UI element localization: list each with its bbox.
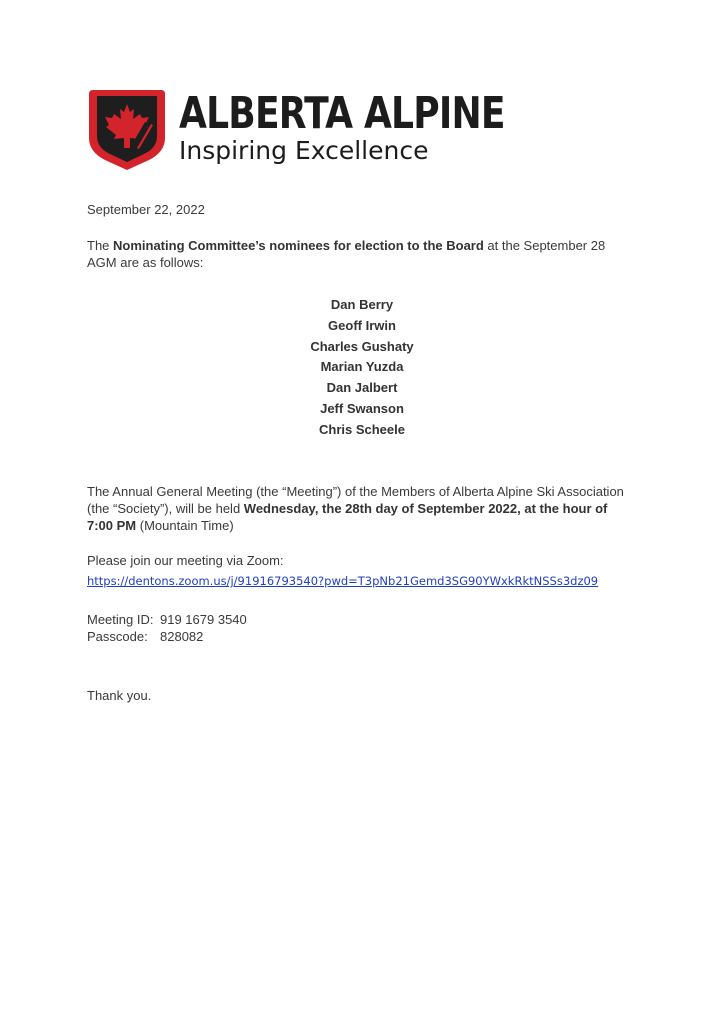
closing-thanks: Thank you.: [87, 688, 152, 703]
alberta-alpine-logo: [87, 88, 505, 172]
logo-tagline: Inspiring Excellence: [179, 136, 429, 165]
intro-paragraph: [87, 237, 632, 271]
nominee-name: Dan Berry: [330, 297, 394, 312]
intro-bold: Nominating Committee’s nominees for election to the Board: [113, 238, 484, 253]
nominee-name: Geoff Irwin: [328, 317, 396, 333]
meeting-paragraph: [87, 483, 632, 534]
nominee-name: Dan Jalbert: [326, 380, 398, 396]
logo-title: ALBERTA ALPINE: [179, 88, 505, 139]
passcode-line: [87, 628, 632, 645]
meeting-prefix: The Annual General Meeting (the “Meeting”) of the Members of Alberta Alpine Ski Association (the “Society”), will be held: [87, 484, 624, 516]
meeting-id-label: Meeting ID:: [87, 612, 154, 627]
nominee-list: [0, 295, 724, 441]
meeting-datetime: Wednesday, the 28th day of September 2022, at the hour of 7:00 PM: [87, 501, 608, 533]
nominee-name: Jeff Swanson: [320, 400, 404, 416]
meeting-id-value: 919 1679 3540: [160, 612, 247, 627]
passcode-value: 828082: [160, 629, 204, 644]
nominee-name: Charles Gushaty: [310, 338, 414, 354]
intro-suffix: at the September 28 AGM are as follows:: [87, 238, 606, 270]
meeting-suffix: (Mountain Time): [136, 518, 234, 533]
meeting-id-line: [87, 611, 632, 628]
nominee-name: Marian Yuzda: [320, 359, 404, 375]
passcode-label: Passcode:: [87, 629, 148, 644]
letter-date: September 22, 2022: [87, 202, 205, 217]
zoom-intro: Please join our meeting via Zoom:: [87, 553, 284, 568]
maple-leaf-shield-icon: [87, 88, 167, 172]
zoom-link[interactable]: https://dentons.zoom.us/j/91916793540?pwd=T3pNb21Gemd3SG90YWxkRktNSSs3dz09: [87, 574, 599, 588]
intro-prefix: The: [87, 238, 114, 253]
nominee-name: Chris Scheele: [319, 421, 405, 437]
